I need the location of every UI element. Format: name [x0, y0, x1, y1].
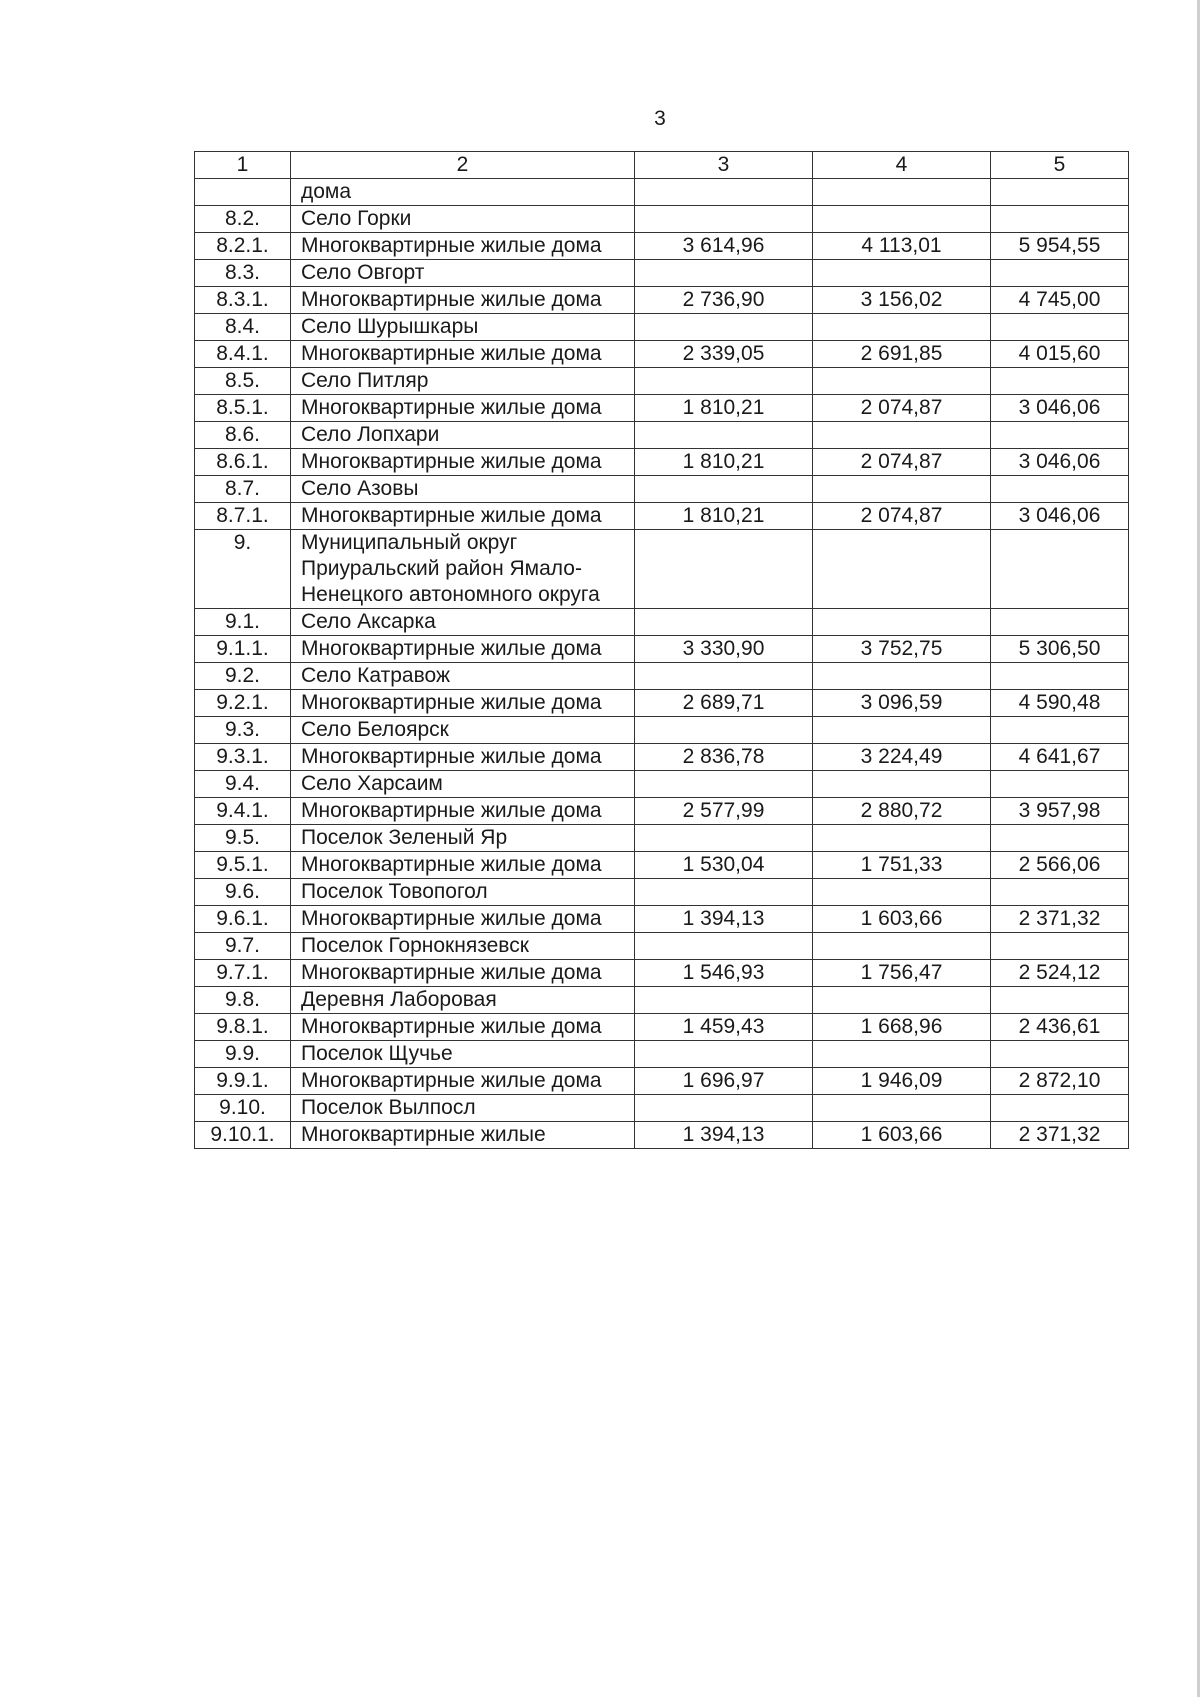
value-col3: 2 736,90 [635, 287, 813, 314]
row-name: Поселок Щучье [291, 1041, 635, 1068]
row-number: 8.2.1. [195, 233, 291, 260]
value-col5: 5 954,55 [991, 233, 1129, 260]
value-col5 [991, 663, 1129, 690]
row-number: 9.1. [195, 609, 291, 636]
row-number: 8.6. [195, 422, 291, 449]
table-row [195, 206, 1129, 233]
value-col4 [813, 879, 991, 906]
row-name: Многоквартирные жилые дома [291, 449, 635, 476]
value-col5: 3 046,06 [991, 395, 1129, 422]
row-number: 9.3.1. [195, 744, 291, 771]
table-row [195, 476, 1129, 503]
value-col4: 1 603,66 [813, 1122, 991, 1149]
row-number: 8.7. [195, 476, 291, 503]
row-name: Поселок Вылпосл [291, 1095, 635, 1122]
row-name: Село Катравож [291, 663, 635, 690]
value-col5 [991, 368, 1129, 395]
value-col5 [991, 1041, 1129, 1068]
row-name: Многоквартирные жилые дома [291, 1068, 635, 1095]
value-col3: 2 577,99 [635, 798, 813, 825]
table-row [195, 690, 1129, 717]
table-row [195, 1122, 1129, 1149]
value-col3: 2 689,71 [635, 690, 813, 717]
table-row [195, 233, 1129, 260]
table-row [195, 368, 1129, 395]
value-col4 [813, 1041, 991, 1068]
value-col3 [635, 879, 813, 906]
row-name: Поселок Зеленый Яр [291, 825, 635, 852]
value-col3 [635, 422, 813, 449]
value-col4 [813, 987, 991, 1014]
row-name: Муниципальный округ Приуральский район Ямало-Ненецкого автономного округа [291, 530, 635, 609]
value-col3 [635, 825, 813, 852]
value-col5 [991, 422, 1129, 449]
value-col3 [635, 717, 813, 744]
value-col3 [635, 476, 813, 503]
row-number: 9.8.1. [195, 1014, 291, 1041]
table-row [195, 1014, 1129, 1041]
table-row [195, 530, 1129, 609]
value-col5: 2 872,10 [991, 1068, 1129, 1095]
row-name: дома [291, 179, 635, 206]
row-name: Поселок Товопогол [291, 879, 635, 906]
value-col3: 1 546,93 [635, 960, 813, 987]
row-name: Деревня Лаборовая [291, 987, 635, 1014]
value-col3 [635, 179, 813, 206]
value-col4: 1 751,33 [813, 852, 991, 879]
value-col4: 1 668,96 [813, 1014, 991, 1041]
header-cell-5: 5 [991, 152, 1129, 179]
value-col5 [991, 476, 1129, 503]
row-name: Село Питляр [291, 368, 635, 395]
table-row [195, 879, 1129, 906]
value-col5 [991, 530, 1129, 609]
value-col5: 3 046,06 [991, 503, 1129, 530]
value-col4 [813, 609, 991, 636]
value-col3: 1 696,97 [635, 1068, 813, 1095]
table-row [195, 422, 1129, 449]
value-col3 [635, 1095, 813, 1122]
row-name: Село Харсаим [291, 771, 635, 798]
row-number: 8.5.1. [195, 395, 291, 422]
value-col3 [635, 314, 813, 341]
row-name: Село Горки [291, 206, 635, 233]
row-number: 9.6.1. [195, 906, 291, 933]
value-col4: 2 880,72 [813, 798, 991, 825]
value-col5 [991, 1095, 1129, 1122]
tariff-table [194, 151, 1129, 1149]
row-number: 8.5. [195, 368, 291, 395]
value-col3: 2 836,78 [635, 744, 813, 771]
row-number: 9.7.1. [195, 960, 291, 987]
value-col5 [991, 717, 1129, 744]
value-col4 [813, 530, 991, 609]
row-number: 8.4. [195, 314, 291, 341]
value-col4: 3 096,59 [813, 690, 991, 717]
row-number: 8.4.1. [195, 341, 291, 368]
value-col5: 2 371,32 [991, 1122, 1129, 1149]
value-col4: 2 074,87 [813, 449, 991, 476]
table-header-row [195, 152, 1129, 179]
row-name: Село Белоярск [291, 717, 635, 744]
value-col4: 2 074,87 [813, 503, 991, 530]
row-number: 9.7. [195, 933, 291, 960]
value-col5: 2 371,32 [991, 906, 1129, 933]
value-col4: 1 603,66 [813, 906, 991, 933]
table-row [195, 798, 1129, 825]
row-name: Многоквартирные жилые дома [291, 341, 635, 368]
value-col3 [635, 1041, 813, 1068]
value-col3: 1 810,21 [635, 395, 813, 422]
row-number: 9.2. [195, 663, 291, 690]
value-col3 [635, 933, 813, 960]
row-name: Село Аксарка [291, 609, 635, 636]
value-col4 [813, 260, 991, 287]
row-name: Многоквартирные жилые дома [291, 395, 635, 422]
header-cell-2: 2 [291, 152, 635, 179]
row-name: Село Шурышкары [291, 314, 635, 341]
table-row [195, 663, 1129, 690]
row-number: 9.4.1. [195, 798, 291, 825]
row-number: 9.9. [195, 1041, 291, 1068]
table-row [195, 395, 1129, 422]
header-cell-4: 4 [813, 152, 991, 179]
value-col5 [991, 179, 1129, 206]
table-row [195, 260, 1129, 287]
value-col4: 2 074,87 [813, 395, 991, 422]
row-number: 9.10.1. [195, 1122, 291, 1149]
table-row [195, 717, 1129, 744]
value-col3 [635, 206, 813, 233]
value-col3 [635, 609, 813, 636]
row-number: 8.6.1. [195, 449, 291, 476]
value-col3 [635, 368, 813, 395]
row-number: 9. [195, 530, 291, 609]
table-row [195, 609, 1129, 636]
row-number [195, 179, 291, 206]
value-col4: 1 756,47 [813, 960, 991, 987]
table-row [195, 1068, 1129, 1095]
row-name: Село Лопхари [291, 422, 635, 449]
row-number: 9.5. [195, 825, 291, 852]
value-col5: 3 957,98 [991, 798, 1129, 825]
table-row [195, 341, 1129, 368]
value-col5 [991, 987, 1129, 1014]
value-col4 [813, 179, 991, 206]
value-col3: 2 339,05 [635, 341, 813, 368]
row-name: Многоквартирные жилые дома [291, 636, 635, 663]
value-col4 [813, 717, 991, 744]
row-name: Многоквартирные жилые дома [291, 960, 635, 987]
value-col4 [813, 368, 991, 395]
value-col3 [635, 530, 813, 609]
value-col3: 1 810,21 [635, 449, 813, 476]
row-number: 9.3. [195, 717, 291, 744]
table-row [195, 1041, 1129, 1068]
row-name: Многоквартирные жилые дома [291, 503, 635, 530]
value-col5 [991, 933, 1129, 960]
value-col3: 3 614,96 [635, 233, 813, 260]
value-col5 [991, 879, 1129, 906]
row-number: 9.4. [195, 771, 291, 798]
row-name: Поселок Горнокнязевск [291, 933, 635, 960]
value-col5: 4 015,60 [991, 341, 1129, 368]
value-col5: 3 046,06 [991, 449, 1129, 476]
value-col3: 1 394,13 [635, 1122, 813, 1149]
value-col5: 4 641,67 [991, 744, 1129, 771]
row-name: Село Азовы [291, 476, 635, 503]
value-col4 [813, 933, 991, 960]
row-number: 9.1.1. [195, 636, 291, 663]
value-col5 [991, 206, 1129, 233]
value-col4 [813, 663, 991, 690]
row-name: Село Овгорт [291, 260, 635, 287]
value-col4 [813, 771, 991, 798]
table-row [195, 636, 1129, 663]
table-row [195, 744, 1129, 771]
row-name: Многоквартирные жилые дома [291, 287, 635, 314]
row-number: 9.10. [195, 1095, 291, 1122]
row-number: 8.2. [195, 206, 291, 233]
row-name: Многоквартирные жилые дома [291, 906, 635, 933]
table-row [195, 314, 1129, 341]
row-name: Многоквартирные жилые дома [291, 798, 635, 825]
value-col4: 3 224,49 [813, 744, 991, 771]
value-col4 [813, 206, 991, 233]
row-number: 9.8. [195, 987, 291, 1014]
value-col3 [635, 260, 813, 287]
table-row [195, 771, 1129, 798]
value-col5 [991, 314, 1129, 341]
table-row [195, 825, 1129, 852]
value-col5 [991, 260, 1129, 287]
value-col3: 1 459,43 [635, 1014, 813, 1041]
row-number: 8.3.1. [195, 287, 291, 314]
table-row [195, 987, 1129, 1014]
row-number: 8.7.1. [195, 503, 291, 530]
value-col4: 2 691,85 [813, 341, 991, 368]
value-col3 [635, 771, 813, 798]
row-name: Многоквартирные жилые дома [291, 233, 635, 260]
value-col3 [635, 663, 813, 690]
value-col4 [813, 422, 991, 449]
value-col4: 4 113,01 [813, 233, 991, 260]
value-col5 [991, 771, 1129, 798]
row-name: Многоквартирные жилые дома [291, 1014, 635, 1041]
row-number: 9.5.1. [195, 852, 291, 879]
row-number: 8.3. [195, 260, 291, 287]
row-number: 9.2.1. [195, 690, 291, 717]
table-row [195, 503, 1129, 530]
value-col5: 4 590,48 [991, 690, 1129, 717]
table-row [195, 960, 1129, 987]
value-col4 [813, 476, 991, 503]
value-col5: 2 524,12 [991, 960, 1129, 987]
table-row [195, 287, 1129, 314]
value-col4 [813, 314, 991, 341]
row-number: 9.9.1. [195, 1068, 291, 1095]
value-col5: 2 436,61 [991, 1014, 1129, 1041]
table-row [195, 906, 1129, 933]
row-name: Многоквартирные жилые дома [291, 690, 635, 717]
value-col5: 4 745,00 [991, 287, 1129, 314]
table-row [195, 179, 1129, 206]
value-col3: 1 530,04 [635, 852, 813, 879]
row-name: Многоквартирные жилые дома [291, 852, 635, 879]
header-cell-1: 1 [195, 152, 291, 179]
row-name: Многоквартирные жилые дома [291, 744, 635, 771]
value-col5 [991, 609, 1129, 636]
value-col4 [813, 1095, 991, 1122]
value-col3: 1 394,13 [635, 906, 813, 933]
value-col5 [991, 825, 1129, 852]
value-col5: 2 566,06 [991, 852, 1129, 879]
table-row [195, 933, 1129, 960]
table-row [195, 1095, 1129, 1122]
table-row [195, 449, 1129, 476]
value-col4: 3 156,02 [813, 287, 991, 314]
value-col4 [813, 825, 991, 852]
value-col3 [635, 987, 813, 1014]
value-col5: 5 306,50 [991, 636, 1129, 663]
row-name: Многоквартирные жилые [291, 1122, 635, 1149]
value-col3: 1 810,21 [635, 503, 813, 530]
row-number: 9.6. [195, 879, 291, 906]
value-col4: 1 946,09 [813, 1068, 991, 1095]
table-row [195, 852, 1129, 879]
header-cell-3: 3 [635, 152, 813, 179]
page-number: 3 [654, 107, 666, 130]
value-col4: 3 752,75 [813, 636, 991, 663]
value-col3: 3 330,90 [635, 636, 813, 663]
